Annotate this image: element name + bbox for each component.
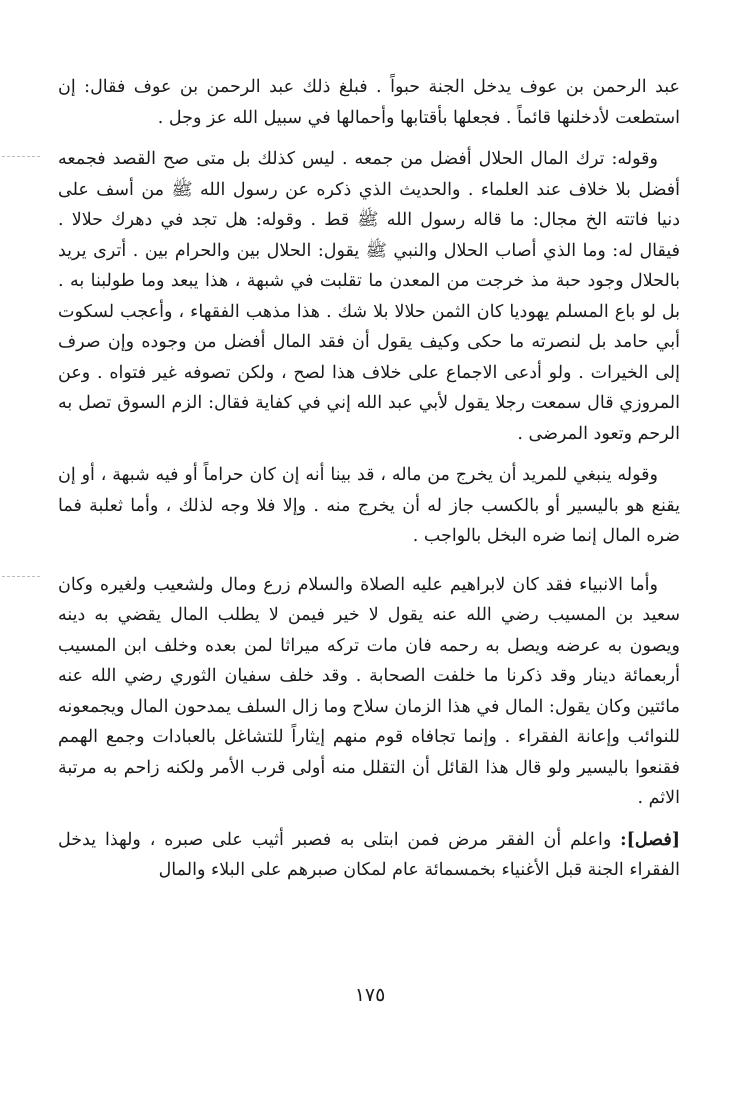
page-body	[58, 72, 680, 897]
paragraph-1: عبد الرحمن بن عوف يدخل الجنة حبواً . فبلغ ذلك عبد الرحمن بن عوف فقال: إن استطعت لأدخلنها قائماً . فجعلها بأقتابها وأحمالها في سبيل الله عز وجل .	[58, 77, 680, 128]
margin-mark-middle	[2, 576, 40, 578]
paragraph-4: وأما الانبياء فقد كان لابراهيم عليه الصلاة والسلام زرع ومال ولشعيب ولغيره وكان سعيد بن المسيب رضي الله عنه يقول لا خير فيمن لا يطلب المال يقضي به دينه ويصون به عرضه ويصل به رحمه فان مات تركه ميراثا لمن بعده وخلف ابن المسيب أربعمائة دينار وقد ذكرنا ما خلفت الصحابة . وقد خلف سفيان الثوري رضي الله عنه مائتين وكان يقول: المال في هذا الزمان سلاح وما زال السلف يمدحون المال ويجمعونه للنوائب وإعانة الفقراء . وإنما تجافاه قوم منهم إيثاراً للتشاغل بالعبادات وجمع الهمم فقنعوا باليسير ولو قال هذا القائل أن التقلل منه أولى قرب الأمر ولكنه زاحم به مرتبة الاثم .	[58, 574, 680, 808]
paragraph-3: وقوله ينبغي للمريد أن يخرج من ماله ، قد بينا أنه إن كان حراماً أو فيه شبهة ، أو إن يقنع هو باليسير أو بالكسب جاز له أن يخرج منه . وإلا فلا وجه لذلك ، وأما ثعلبة فما ضره المال إنما ضره البخل بالواجب .	[58, 465, 680, 546]
fasl-paragraph	[58, 825, 680, 886]
fasl-label: [فصل]:	[620, 829, 680, 850]
paragraph-2: وقوله: ترك المال الحلال أفضل من جمعه . ليس كذلك بل متى صح القصد فجمعه أفضل بلا خلاف عند العلماء . والحديث الذي ذكره عن رسول الله ﷺ من أسف على دنيا فاتته الخ مجال: ما قاله رسول الله ﷺ قط . وقوله: هل تجد في دهرك حلالا . فيقال له: وما الذي أصاب الحلال والنبي ﷺ يقول: الحلال بين والحرام بين . أترى يريد بالحلال وجود حبة مذ خرجت من المعدن ما تقلبت في شبهة ، هذا يبعد وما طولبنا به . بل لو باع المسلم يهوديا كان الثمن حلالا بلا شك . هذا مذهب الفقهاء ، وأعجب لسكوت أبي حامد بل لنصرته ما حكى وكيف يقول أن فقد المال أفضل من وجوده وإن صرف إلى الخيرات . ولو أدعى الاجماع على خلاف هذا لصح ، ولكن تصوفه غير فتواه . وعن المروزي قال سمعت رجلا يقول لأبي عبد الله إني في كفاية فقال: الزم السوق تصل به الرحم وتعود المرضى .	[58, 149, 680, 444]
fasl-text: واعلم أن الفقر مرض فمن ابتلى به فصبر أثيب على صبره ، ولهذا يدخل الفقراء الجنة قبل الأغنياء بخمسمائة عام لمكان صبرهم على البلاء والمال	[58, 829, 680, 880]
page-number: ١٧٥	[354, 984, 386, 1006]
margin-mark-top	[2, 156, 40, 158]
